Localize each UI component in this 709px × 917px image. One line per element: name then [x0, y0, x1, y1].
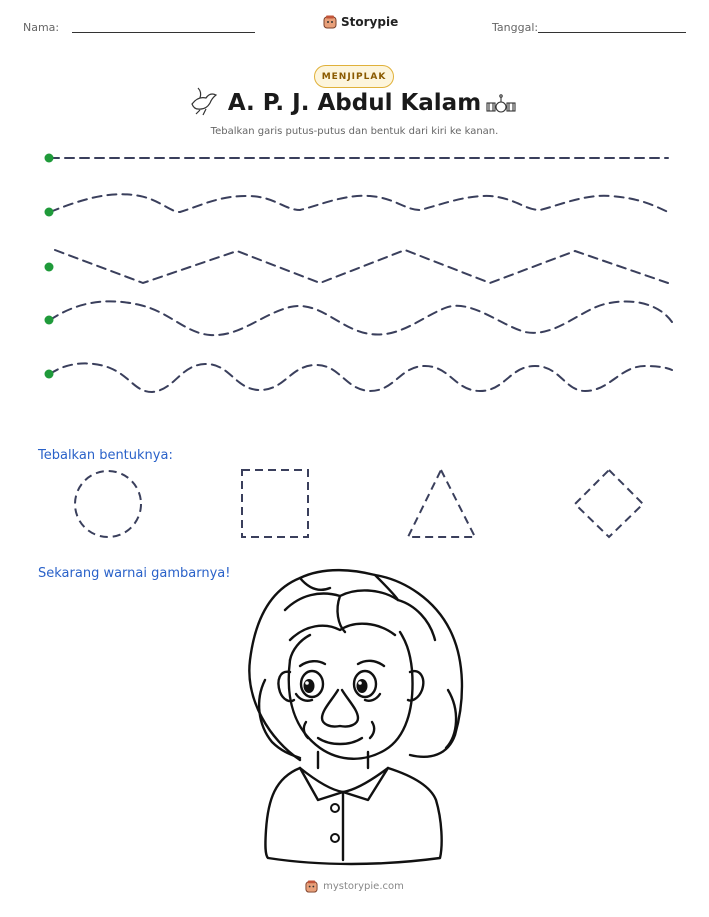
date-label: Tanggal:	[492, 21, 539, 34]
coloring-section-label: Sekarang warnai gambarnya!	[38, 566, 231, 581]
footer	[0, 880, 709, 893]
activity-badge: MENJIPLAK	[314, 65, 394, 88]
page-title: A. P. J. Abdul Kalam	[227, 90, 482, 116]
instructions: Tebalkan garis putus-putus dan bentuk dari kiri ke kanan.	[210, 126, 499, 137]
footer-site-link[interactable]: mystorypie.com	[323, 881, 404, 892]
shirt-button	[331, 834, 339, 842]
name-label: Nama:	[23, 21, 60, 34]
storypie-mascot-icon	[305, 880, 318, 893]
brand-name: Storypie	[341, 15, 399, 29]
shirt-outline	[265, 768, 441, 864]
shapes-section-label: Tebalkan bentuknya:	[38, 448, 173, 463]
hair-outline	[249, 570, 462, 760]
shirt-button	[331, 804, 339, 812]
